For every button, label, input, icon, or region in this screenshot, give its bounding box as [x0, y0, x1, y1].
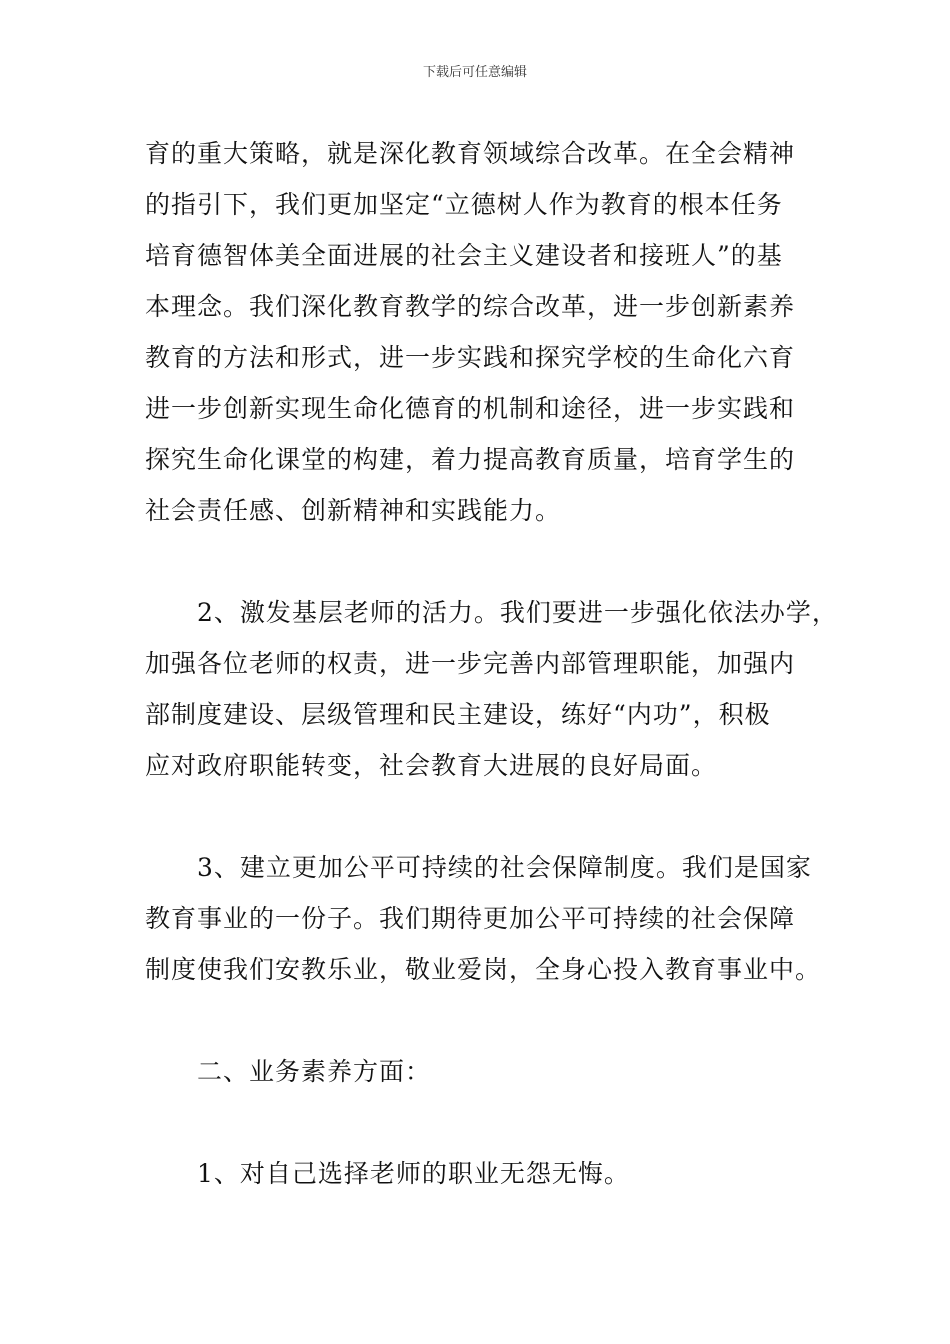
text-line: 加强各位老师的权责，进一步完善内部管理职能，加强内 [145, 649, 796, 678]
text-line: 2、激发基层老师的活力。我们要进一步强化依法办学， [197, 598, 838, 627]
text-line: 教育的方法和形式，进一步实践和探究学校的生命化六育 [145, 343, 796, 372]
paragraph-gap [145, 995, 825, 1046]
paragraph-1 [145, 128, 825, 536]
text-line: 3、建立更加公平可持续的社会保障制度。我们是国家 [197, 853, 812, 882]
paragraph-gap [145, 536, 825, 587]
text-line: 培育德智体美全面进展的社会主义建设者和接班人”的基 [145, 241, 783, 270]
text-line: 进一步创新实现生命化德育的机制和途径，进一步实践和 [145, 394, 796, 423]
page-header: 下载后可任意编辑 [422, 65, 527, 80]
text-line: 的指引下，我们更加坚定“立德树人作为教育的根本任务 [145, 190, 783, 219]
paragraph-gap [145, 791, 825, 842]
text-line: 1、对自己选择老师的职业无怨无悔。 [197, 1159, 630, 1188]
text-line: 制度使我们安教乐业，敬业爱岗，全身心投入教育事业中。 [145, 955, 822, 984]
paragraph-3 [145, 842, 825, 995]
text-line: 探究生命化课堂的构建，着力提高教育质量，培育学生的 [145, 445, 796, 474]
text-line: 部制度建设、层级管理和民主建设，练好“内功”，积极 [145, 700, 771, 729]
document-body [145, 128, 838, 1199]
text-line: 教育事业的一份子。我们期待更加公平可持续的社会保障 [145, 904, 796, 933]
heading-line: 二、业务素养方面： [197, 1057, 432, 1086]
paragraph-4 [145, 1148, 825, 1199]
text-line: 本理念。我们深化教育教学的综合改革，进一步创新素养 [145, 292, 796, 321]
section-heading [145, 1046, 825, 1097]
text-line: 应对政府职能转变，社会教育大进展的良好局面。 [145, 751, 718, 780]
paragraph-gap [145, 1097, 825, 1148]
text-line: 育的重大策略，就是深化教育领域综合改革。在全会精神 [145, 139, 796, 168]
text-line: 社会责任感、创新精神和实践能力。 [145, 496, 562, 525]
paragraph-2 [145, 587, 838, 791]
